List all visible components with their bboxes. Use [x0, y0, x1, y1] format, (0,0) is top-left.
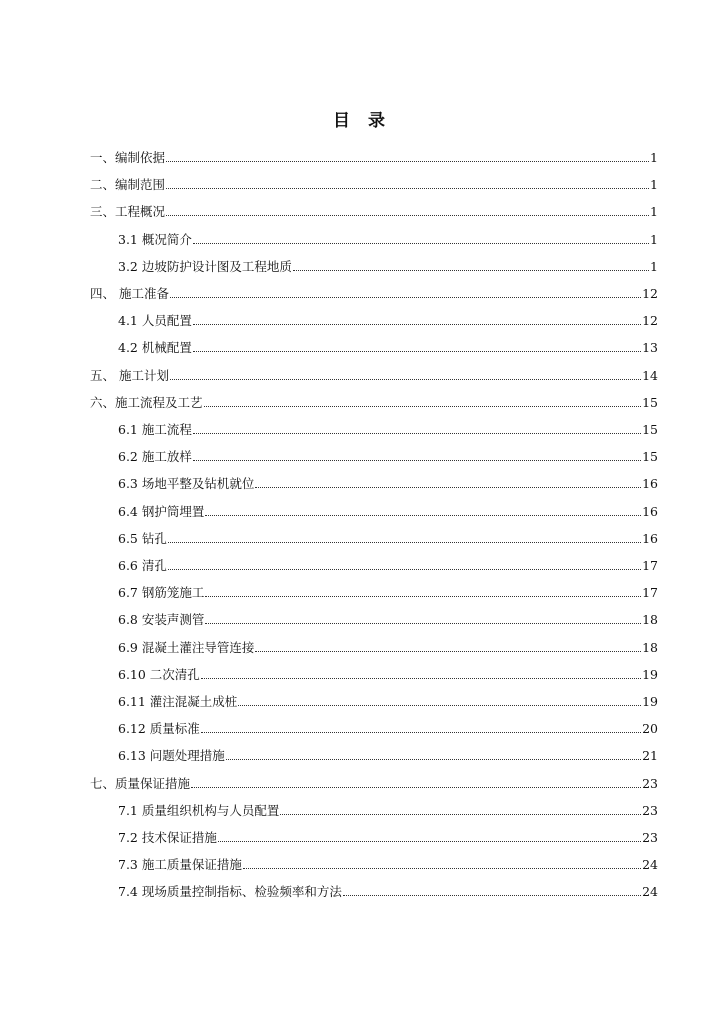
- toc-entry-page: 12: [642, 313, 658, 329]
- toc-dot-leader: [280, 803, 641, 815]
- toc-entry-label: 五、 施工计划: [90, 367, 169, 383]
- toc-entry[interactable]: [118, 748, 658, 764]
- toc-dot-leader: [255, 476, 641, 488]
- toc-entry-label: 6.4 钢护筒埋置: [118, 503, 205, 519]
- toc-entry-page: 24: [642, 857, 658, 873]
- toc-dot-leader: [293, 259, 649, 271]
- toc-entry-label: 3.2 边坡防护设计图及工程地质: [118, 258, 292, 274]
- toc-dot-leader: [170, 368, 641, 380]
- toc-entry-page: 19: [642, 666, 658, 682]
- toc-entry-label: 6.7 钢筋笼施工: [118, 585, 205, 601]
- toc-entry-page: 1: [650, 150, 658, 165]
- toc-dot-leader: [238, 694, 641, 706]
- toc-entry[interactable]: [118, 884, 658, 900]
- toc-dot-leader: [166, 177, 649, 189]
- toc-entry[interactable]: [118, 585, 658, 601]
- toc-entry-page: 1: [650, 258, 658, 274]
- toc-entry[interactable]: [118, 259, 658, 275]
- toc-entry-page: 12: [642, 286, 658, 301]
- toc-dot-leader: [218, 830, 641, 842]
- toc-entry-page: 23: [642, 775, 658, 791]
- toc-entry-label: 三、工程概况: [90, 204, 166, 220]
- toc-entry[interactable]: [90, 395, 658, 411]
- toc-entry-label: 6.13 问题处理措施: [118, 748, 225, 764]
- toc-entry-label: 二、编制范围: [90, 177, 166, 193]
- toc-dot-leader: [166, 150, 649, 162]
- toc-entry[interactable]: [118, 340, 658, 356]
- toc-dot-leader: [170, 286, 641, 298]
- toc-entry[interactable]: [118, 504, 658, 520]
- toc-entry-page: 16: [642, 530, 658, 546]
- toc-dot-leader: [193, 449, 641, 461]
- toc-dot-leader: [193, 232, 649, 244]
- toc-dot-leader: [205, 585, 641, 597]
- toc-entry[interactable]: [118, 721, 658, 737]
- toc-dot-leader: [343, 884, 641, 896]
- toc-dot-leader: [191, 776, 641, 788]
- toc-entry-label: 7.2 技术保证措施: [118, 830, 217, 845]
- toc-entry-page: 17: [642, 585, 658, 601]
- toc-entry-label: 六、施工流程及工艺: [90, 394, 203, 410]
- toc-entry-label: 七、质量保证措施: [90, 775, 191, 791]
- toc-entry[interactable]: [118, 558, 658, 574]
- toc-dot-leader: [193, 422, 641, 434]
- toc-entry[interactable]: [90, 286, 658, 302]
- toc-entry[interactable]: [118, 857, 658, 873]
- toc-entry-label: 3.1 概况简介: [118, 231, 192, 247]
- toc-dot-leader: [166, 204, 649, 216]
- toc-entry-label: 7.4 现场质量控制指标、检验频率和方法: [118, 884, 342, 900]
- toc-entry[interactable]: [118, 449, 658, 465]
- toc-entry-label: 7.3 施工质量保证措施: [118, 857, 242, 873]
- toc-entry-page: 16: [642, 503, 658, 519]
- toc-entry-page: 19: [642, 694, 658, 709]
- toc-entry-page: 16: [642, 476, 658, 492]
- toc-entry-page: 23: [642, 802, 658, 818]
- toc-entry-label: 6.3 场地平整及钻机就位: [118, 476, 255, 492]
- toc-entry-page: 13: [642, 340, 658, 356]
- toc-entry[interactable]: [90, 150, 658, 166]
- toc-entry-page: 14: [642, 367, 658, 383]
- toc-entry[interactable]: [118, 640, 658, 656]
- toc-entry[interactable]: [118, 803, 658, 819]
- toc-entry-page: 21: [642, 748, 658, 764]
- toc-entry-label: 6.1 施工流程: [118, 422, 192, 437]
- toc-entry-label: 6.9 混凝土灌注导管连接: [118, 639, 255, 655]
- toc-entry[interactable]: [118, 830, 658, 846]
- toc-dot-leader: [204, 395, 642, 407]
- toc-entry[interactable]: [118, 612, 658, 628]
- toc-entry[interactable]: [90, 368, 658, 384]
- toc-entry-page: 15: [642, 394, 658, 410]
- toc-dot-leader: [168, 558, 641, 570]
- toc-entry[interactable]: [90, 177, 658, 193]
- toc-dot-leader: [193, 313, 641, 325]
- toc-entry-label: 6.6 清孔: [118, 558, 167, 573]
- toc-entry-label: 4.2 机械配置: [118, 340, 192, 356]
- toc-entry[interactable]: [90, 776, 658, 792]
- toc-entry-page: 17: [642, 558, 658, 573]
- toc-entry-label: 6.5 钻孔: [118, 530, 167, 546]
- toc-entry[interactable]: [118, 422, 658, 438]
- toc-entry-page: 20: [642, 721, 658, 737]
- toc-entry[interactable]: [118, 313, 658, 329]
- toc-dot-leader: [193, 340, 641, 352]
- toc-entry-label: 6.10 二次清孔: [118, 666, 200, 682]
- toc-entry-page: 24: [642, 884, 658, 900]
- toc-title: 目 录: [333, 111, 391, 131]
- toc-entry-label: 一、编制依据: [90, 150, 166, 165]
- toc-entry-label: 4.1 人员配置: [118, 313, 192, 329]
- toc-entry-page: 18: [642, 612, 658, 628]
- toc-dot-leader: [255, 640, 641, 652]
- toc-entry-label: 四、 施工准备: [90, 286, 169, 301]
- toc-dot-leader: [226, 748, 641, 760]
- toc-entry[interactable]: [90, 204, 658, 220]
- toc-dot-leader: [205, 612, 641, 624]
- toc-entry-page: 1: [650, 231, 658, 247]
- toc-entry-page: 18: [642, 639, 658, 655]
- toc-entry-label: 6.12 质量标准: [118, 721, 200, 737]
- toc-entry-page: 15: [642, 449, 658, 465]
- toc-entry-page: 1: [650, 177, 658, 193]
- toc-entry[interactable]: [118, 694, 658, 710]
- toc-entry-label: 6.2 施工放样: [118, 449, 192, 465]
- toc-dot-leader: [205, 504, 641, 516]
- toc-dot-leader: [201, 667, 641, 679]
- toc-dot-leader: [168, 531, 641, 543]
- toc-entry[interactable]: [118, 531, 658, 547]
- toc-entry-page: 15: [642, 422, 658, 437]
- toc-entry-page: 1: [650, 204, 658, 220]
- toc-dot-leader: [201, 721, 641, 733]
- toc-entry-page: 23: [642, 830, 658, 845]
- toc-entry-label: 7.1 质量组织机构与人员配置: [118, 802, 280, 818]
- toc-entry[interactable]: [118, 232, 658, 248]
- toc-entry[interactable]: [118, 667, 658, 683]
- toc-dot-leader: [243, 857, 641, 869]
- toc-entry[interactable]: [118, 476, 658, 492]
- toc-entry-label: 6.11 灌注混凝土成桩: [118, 694, 238, 709]
- toc-entry-label: 6.8 安装声测管: [118, 612, 205, 628]
